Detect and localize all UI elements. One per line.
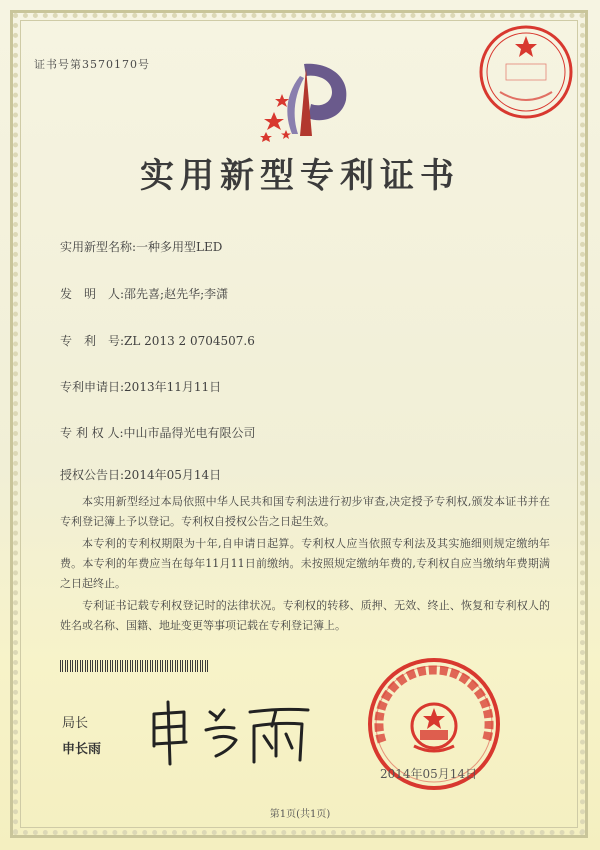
inventors-field: 发 明 人:邵先喜;赵先华;李潇 (60, 287, 229, 301)
grant-date-field: 授权公告日:2014年05月14日 (60, 468, 222, 482)
signature-role: 局长 (62, 716, 89, 731)
patentee-field: 专 利 权 人:中山市晶得光电有限公司 (60, 426, 256, 440)
patent-number-field: 专 利 号:ZL 2013 2 0704507.6 (60, 334, 255, 348)
issue-date: 2014年05月14日 (380, 767, 478, 781)
sipo-logo-icon (256, 54, 356, 144)
paragraph-2: 本专利的专利权期限为十年,自申请日起算。专利权人应当依照专利法及其实施细则规定缴纳年费。本专利的年费应当在每年11月11日前缴纳。未按照规定缴纳年费的,专利权自应当缴纳年费期满之日起终止。 (60, 537, 550, 590)
certificate-number: 证书号第3570170号 (34, 58, 150, 71)
paragraph-3: 专利证书记载专利权登记时的法律状况。专利权的转移、质押、无效、终止、恢复和专利权人的姓名或名称、国籍、地址变更等事项记载在专利登记簿上。 (60, 599, 550, 632)
tax-stamp-seal-icon (476, 22, 576, 122)
signature-name: 申长雨 (62, 742, 102, 757)
handwritten-signature-icon (140, 690, 320, 770)
application-date-field: 专利申请日:2013年11月11日 (60, 380, 222, 394)
paragraph-1: 本实用新型经过本局依照中华人民共和国专利法进行初步审查,决定授予专利权,颁发本证书并在专利登记簿上予以登记。专利权自授权公告之日起生效。 (60, 495, 550, 528)
barcode (60, 660, 210, 672)
certificate-title: 实用新型专利证书 (140, 156, 460, 196)
page-number: 第1页(共1页) (269, 809, 331, 820)
utility-name-field: 实用新型名称:一种多用型LED (60, 240, 223, 254)
